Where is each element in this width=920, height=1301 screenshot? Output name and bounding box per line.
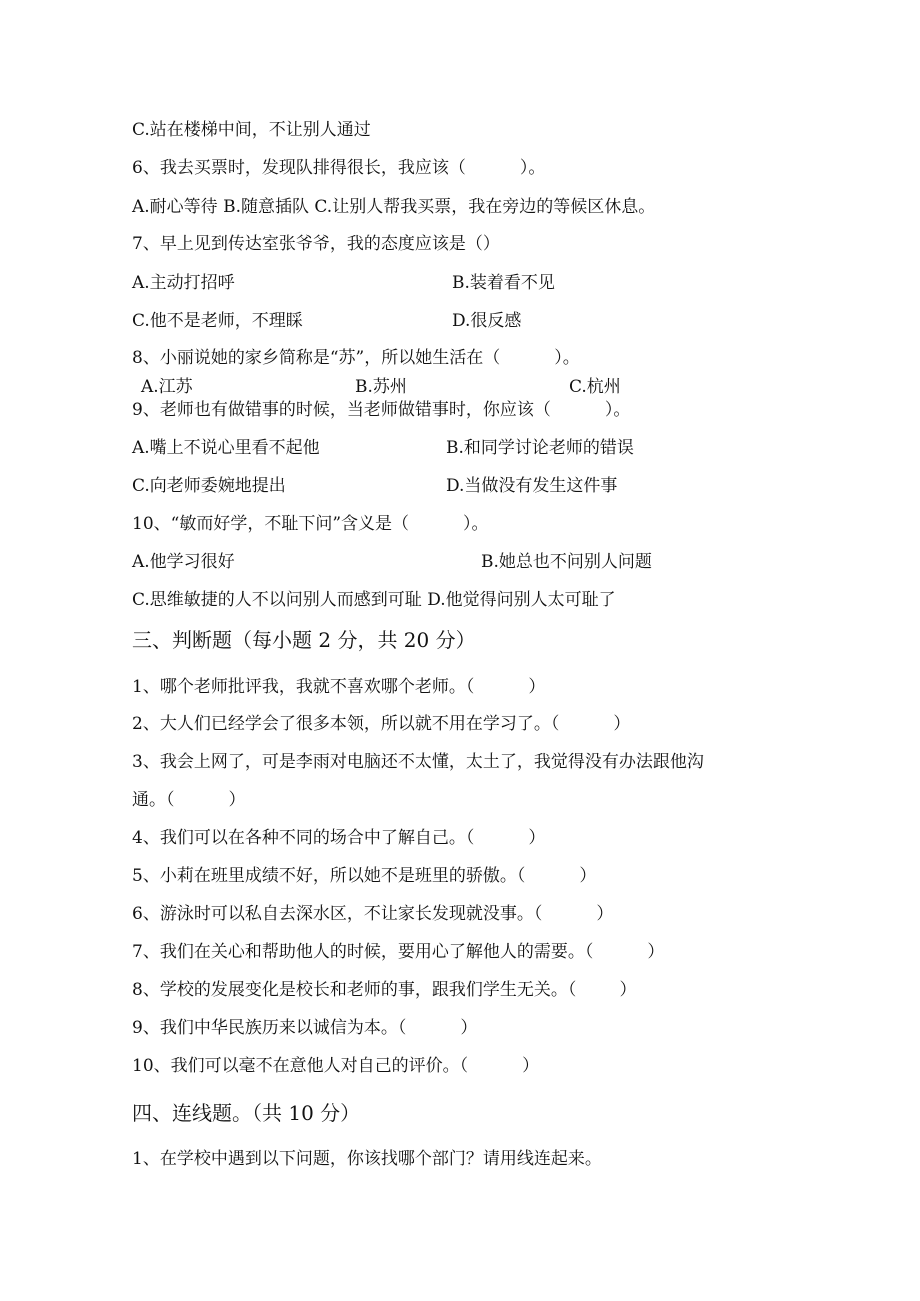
question-8-option-a: A.江苏 [141,377,193,397]
judge-8: 8、学校的发展变化是校长和老师的事，跟我们学生无关。（ ） [132,980,637,1000]
line-q5-option-c: C.站在楼梯中间，不让别人通过 [132,120,371,140]
question-9-option-a: A.嘴上不说心里看不起他 [132,438,320,458]
question-9: 9、老师也有做错事的时候，当老师做错事时，你应该（ ）。 [132,400,631,420]
question-8: 8、小丽说她的家乡简称是“苏”，所以她生活在（ ）。 [132,348,580,368]
question-10-option-b: B.她总也不问别人问题 [481,552,652,572]
match-1: 1、在学校中遇到以下问题，你该找哪个部门？请用线连起来。 [132,1149,602,1169]
judge-3-cont: 通。（ ） [132,790,246,810]
question-8-option-b: B.苏州 [355,377,407,397]
section-4-heading: 四、连线题。（共 10 分） [132,1101,361,1125]
question-7-option-c: C.他不是老师，不理睬 [132,311,303,331]
question-9-option-b: B.和同学讨论老师的错误 [446,438,634,458]
judge-9: 9、我们中华民族历来以诚信为本。（ ） [132,1018,478,1038]
question-6-options: A.耐心等待 B.随意插队 C.让别人帮我买票，我在旁边的等候区休息。 [132,197,656,217]
question-7-option-d: D.很反感 [452,311,522,331]
section-3-heading: 三、判断题（每小题 2 分，共 20 分） [132,628,476,652]
judge-6: 6、游泳时可以私自去深水区，不让家长发现就没事。（ ） [132,904,614,924]
judge-2: 2、大人们已经学会了很多本领，所以就不用在学习了。（ ） [132,714,631,734]
judge-4: 4、我们可以在各种不同的场合中了解自己。（ ） [132,828,546,848]
question-7-option-b: B.装着看不见 [452,273,555,293]
judge-7: 7、我们在关心和帮助他人的时候，要用心了解他人的需要。（ ） [132,942,665,962]
question-10: 10、“敏而好学，不耻下问”含义是（ ）。 [132,514,489,534]
question-6: 6、我去买票时，发现队排得很长，我应该（ ）。 [132,158,546,178]
question-9-option-d: D.当做没有发生这件事 [446,476,618,496]
question-7: 7、早上见到传达室张爷爷，我的态度应该是（） [132,234,500,254]
question-9-option-c: C.向老师委婉地提出 [132,476,286,496]
judge-5: 5、小莉在班里成绩不好，所以她不是班里的骄傲。（ ） [132,866,597,886]
judge-3: 3、我会上网了，可是李雨对电脑还不太懂，太土了，我觉得没有办法跟他沟 [132,752,704,772]
judge-10: 10、我们可以毫不在意他人对自己的评价。（ ） [132,1056,540,1076]
question-7-option-a: A.主动打招呼 [132,273,235,293]
question-10-option-a: A.他学习很好 [132,552,235,572]
judge-1: 1、哪个老师批评我，我就不喜欢哪个老师。（ ） [132,677,546,697]
question-10-options-cd: C.思维敏捷的人不以问别人而感到可耻 D.他觉得问别人太可耻了 [132,590,616,610]
question-8-option-c: C.杭州 [569,377,621,397]
